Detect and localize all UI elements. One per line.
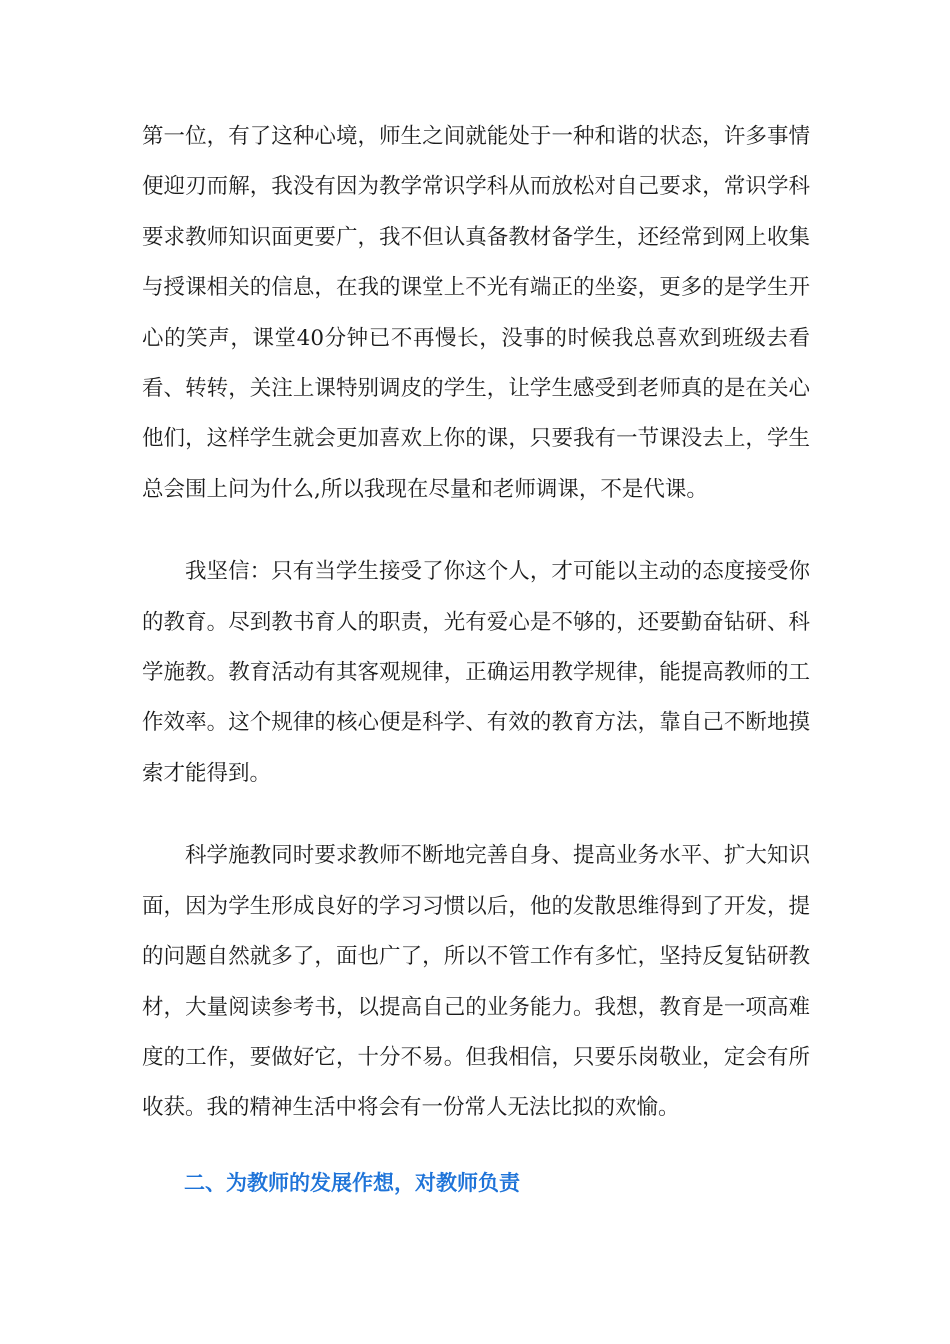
document-body	[142, 112, 810, 1208]
paragraph-belief: 我坚信：只有当学生接受了你这个人，才可能以主动的态度接受你的教育。尽到教书育人的职责，光有爱心是不够的，还要勤奋钻研、科学施教。教育活动有其客观规律，正确运用教学规律，能提高教师的工作效率。这个规律的核心便是科学、有效的教育方法，靠自己不断地摸索才能得到。	[142, 559, 810, 786]
section-heading: 二、为教师的发展作想，对教师负责	[184, 1170, 520, 1195]
paragraph-scientific-teaching: 科学施教同时要求教师不断地完善自身、提高业务水平、扩大知识面，因为学生形成良好的学习习惯以后，他的发散思维得到了开发，提的问题自然就多了，面也广了，所以不管工作有多忙，坚持反复钻研教材，大量阅读参考书，以提高自己的业务能力。我想，教育是一项高难度的工作，要做好它，十分不易。但我相信，只要乐岗敬业，定会有所收获。我的精神生活中将会有一份常人无法比拟的欢愉。	[142, 843, 810, 1121]
paragraph-continuation: 第一位，有了这种心境，师生之间就能处于一种和谐的状态，许多事情便迎刃而解，我没有因为教学常识学科从而放松对自己要求，常识学科要求教师知识面更要广，我不但认真备教材备学生，还经常到网上收集与授课相关的信息，在我的课堂上不光有端正的坐姿，更多的是学生开心的笑声，课堂40分钟已不再慢长，没事的时候我总喜欢到班级去看看、转转，关注上课特别调皮的学生，让学生感受到老师真的是在关心他们，这样学生就会更加喜欢上你的课，只要我有一节课没去上，学生总会围上问为什么,所以我现在尽量和老师调课，不是代课。	[142, 124, 810, 502]
